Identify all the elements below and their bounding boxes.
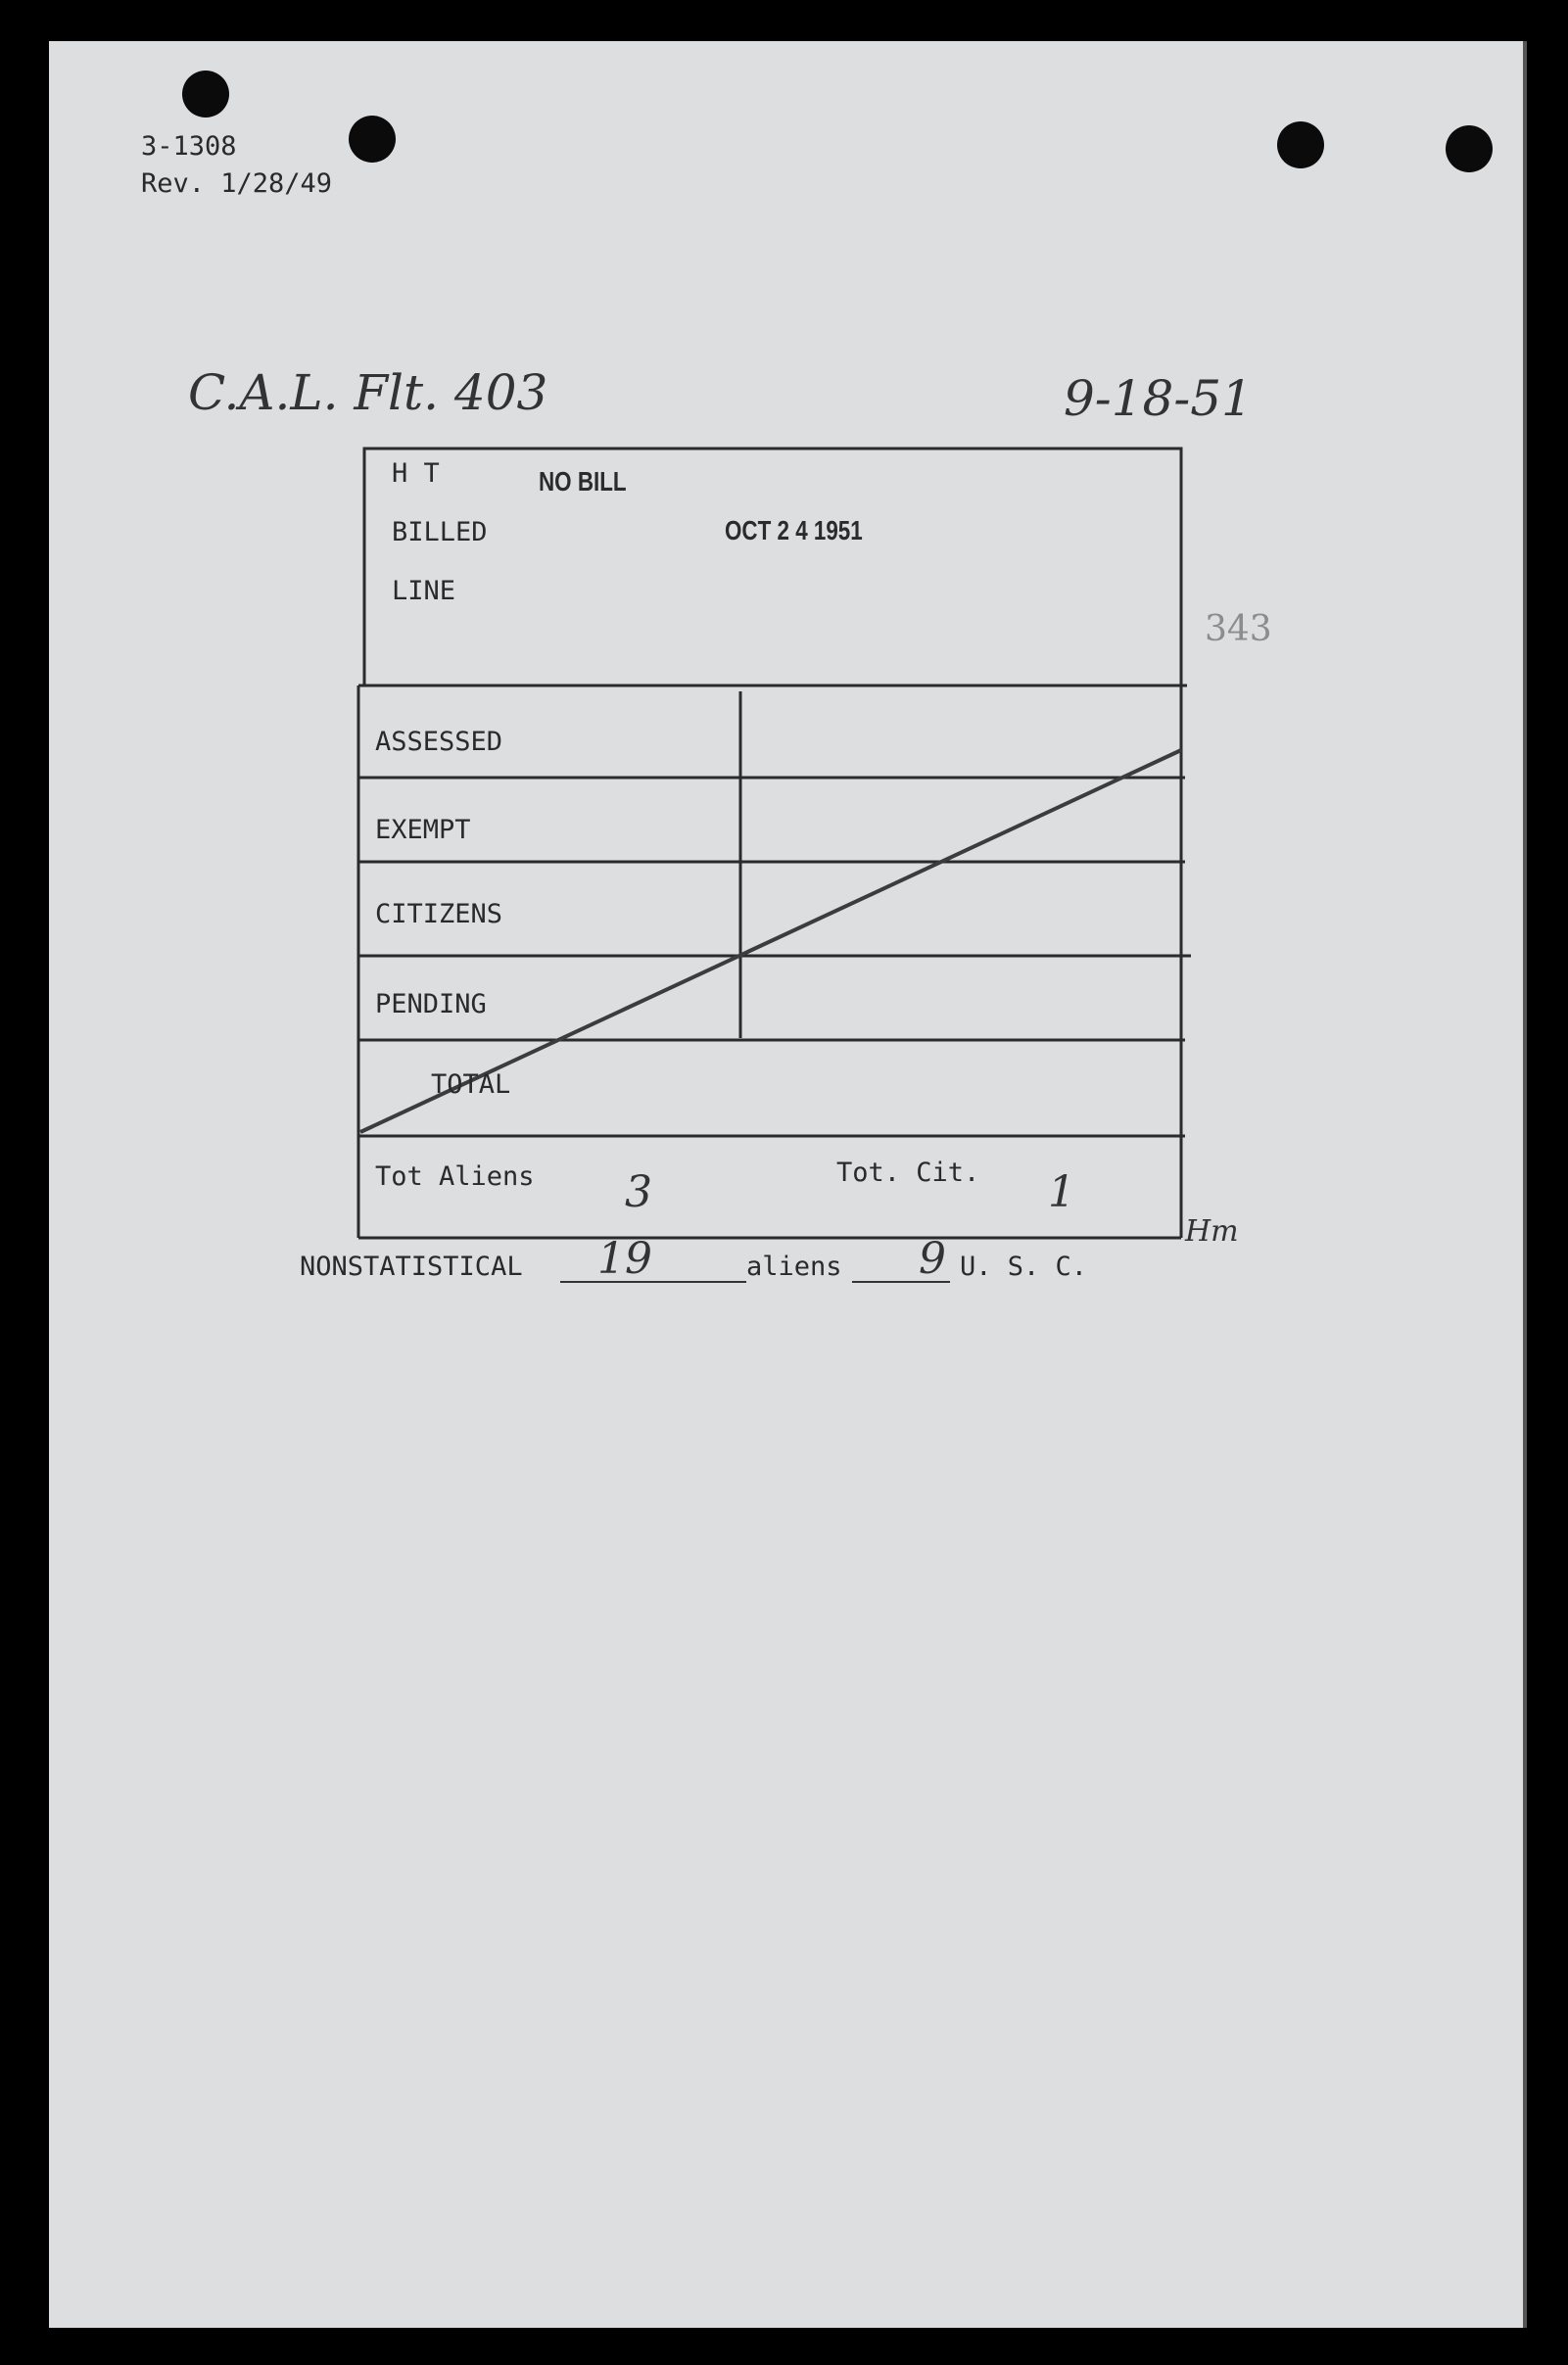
- aliens-label: aliens: [746, 1252, 842, 1282]
- tot-cit-value: 1: [1048, 1167, 1075, 1217]
- row-assessed: ASSESSED: [375, 727, 503, 757]
- aliens-underline: [560, 1281, 746, 1283]
- side-number: 343: [1205, 609, 1272, 649]
- header-line: LINE: [392, 576, 456, 606]
- nonstatistical-aliens-value: 19: [597, 1234, 652, 1284]
- stamp-no-bill: NO BILL: [539, 466, 627, 497]
- handwritten-date: 9-18-51: [1064, 370, 1253, 427]
- form-table-grid: [49, 41, 1523, 1314]
- row-pending: PENDING: [375, 989, 487, 1019]
- tot-cit-label: Tot. Cit.: [836, 1158, 980, 1188]
- header-billed: BILLED: [392, 517, 488, 547]
- handwritten-flight: C.A.L. Flt. 403: [188, 364, 548, 421]
- usc-label: U. S. C.: [960, 1252, 1088, 1282]
- nonstatistical-label: NONSTATISTICAL: [300, 1252, 523, 1282]
- header-ht: H T: [392, 458, 440, 489]
- nonstatistical-usc-value: 9: [919, 1234, 946, 1284]
- document-page: [49, 41, 1527, 2328]
- row-citizens: CITIZENS: [375, 899, 503, 929]
- form-revision: Rev. 1/28/49: [141, 168, 333, 199]
- row-exempt: EXEMPT: [375, 815, 471, 845]
- row-total: TOTAL: [431, 1069, 511, 1100]
- tot-aliens-value: 3: [625, 1167, 652, 1217]
- form-number: 3-1308: [141, 131, 237, 162]
- tot-aliens-label: Tot Aliens: [375, 1161, 535, 1192]
- initials: Hm: [1185, 1214, 1239, 1249]
- stamp-date: OCT 2 4 1951: [725, 515, 863, 545]
